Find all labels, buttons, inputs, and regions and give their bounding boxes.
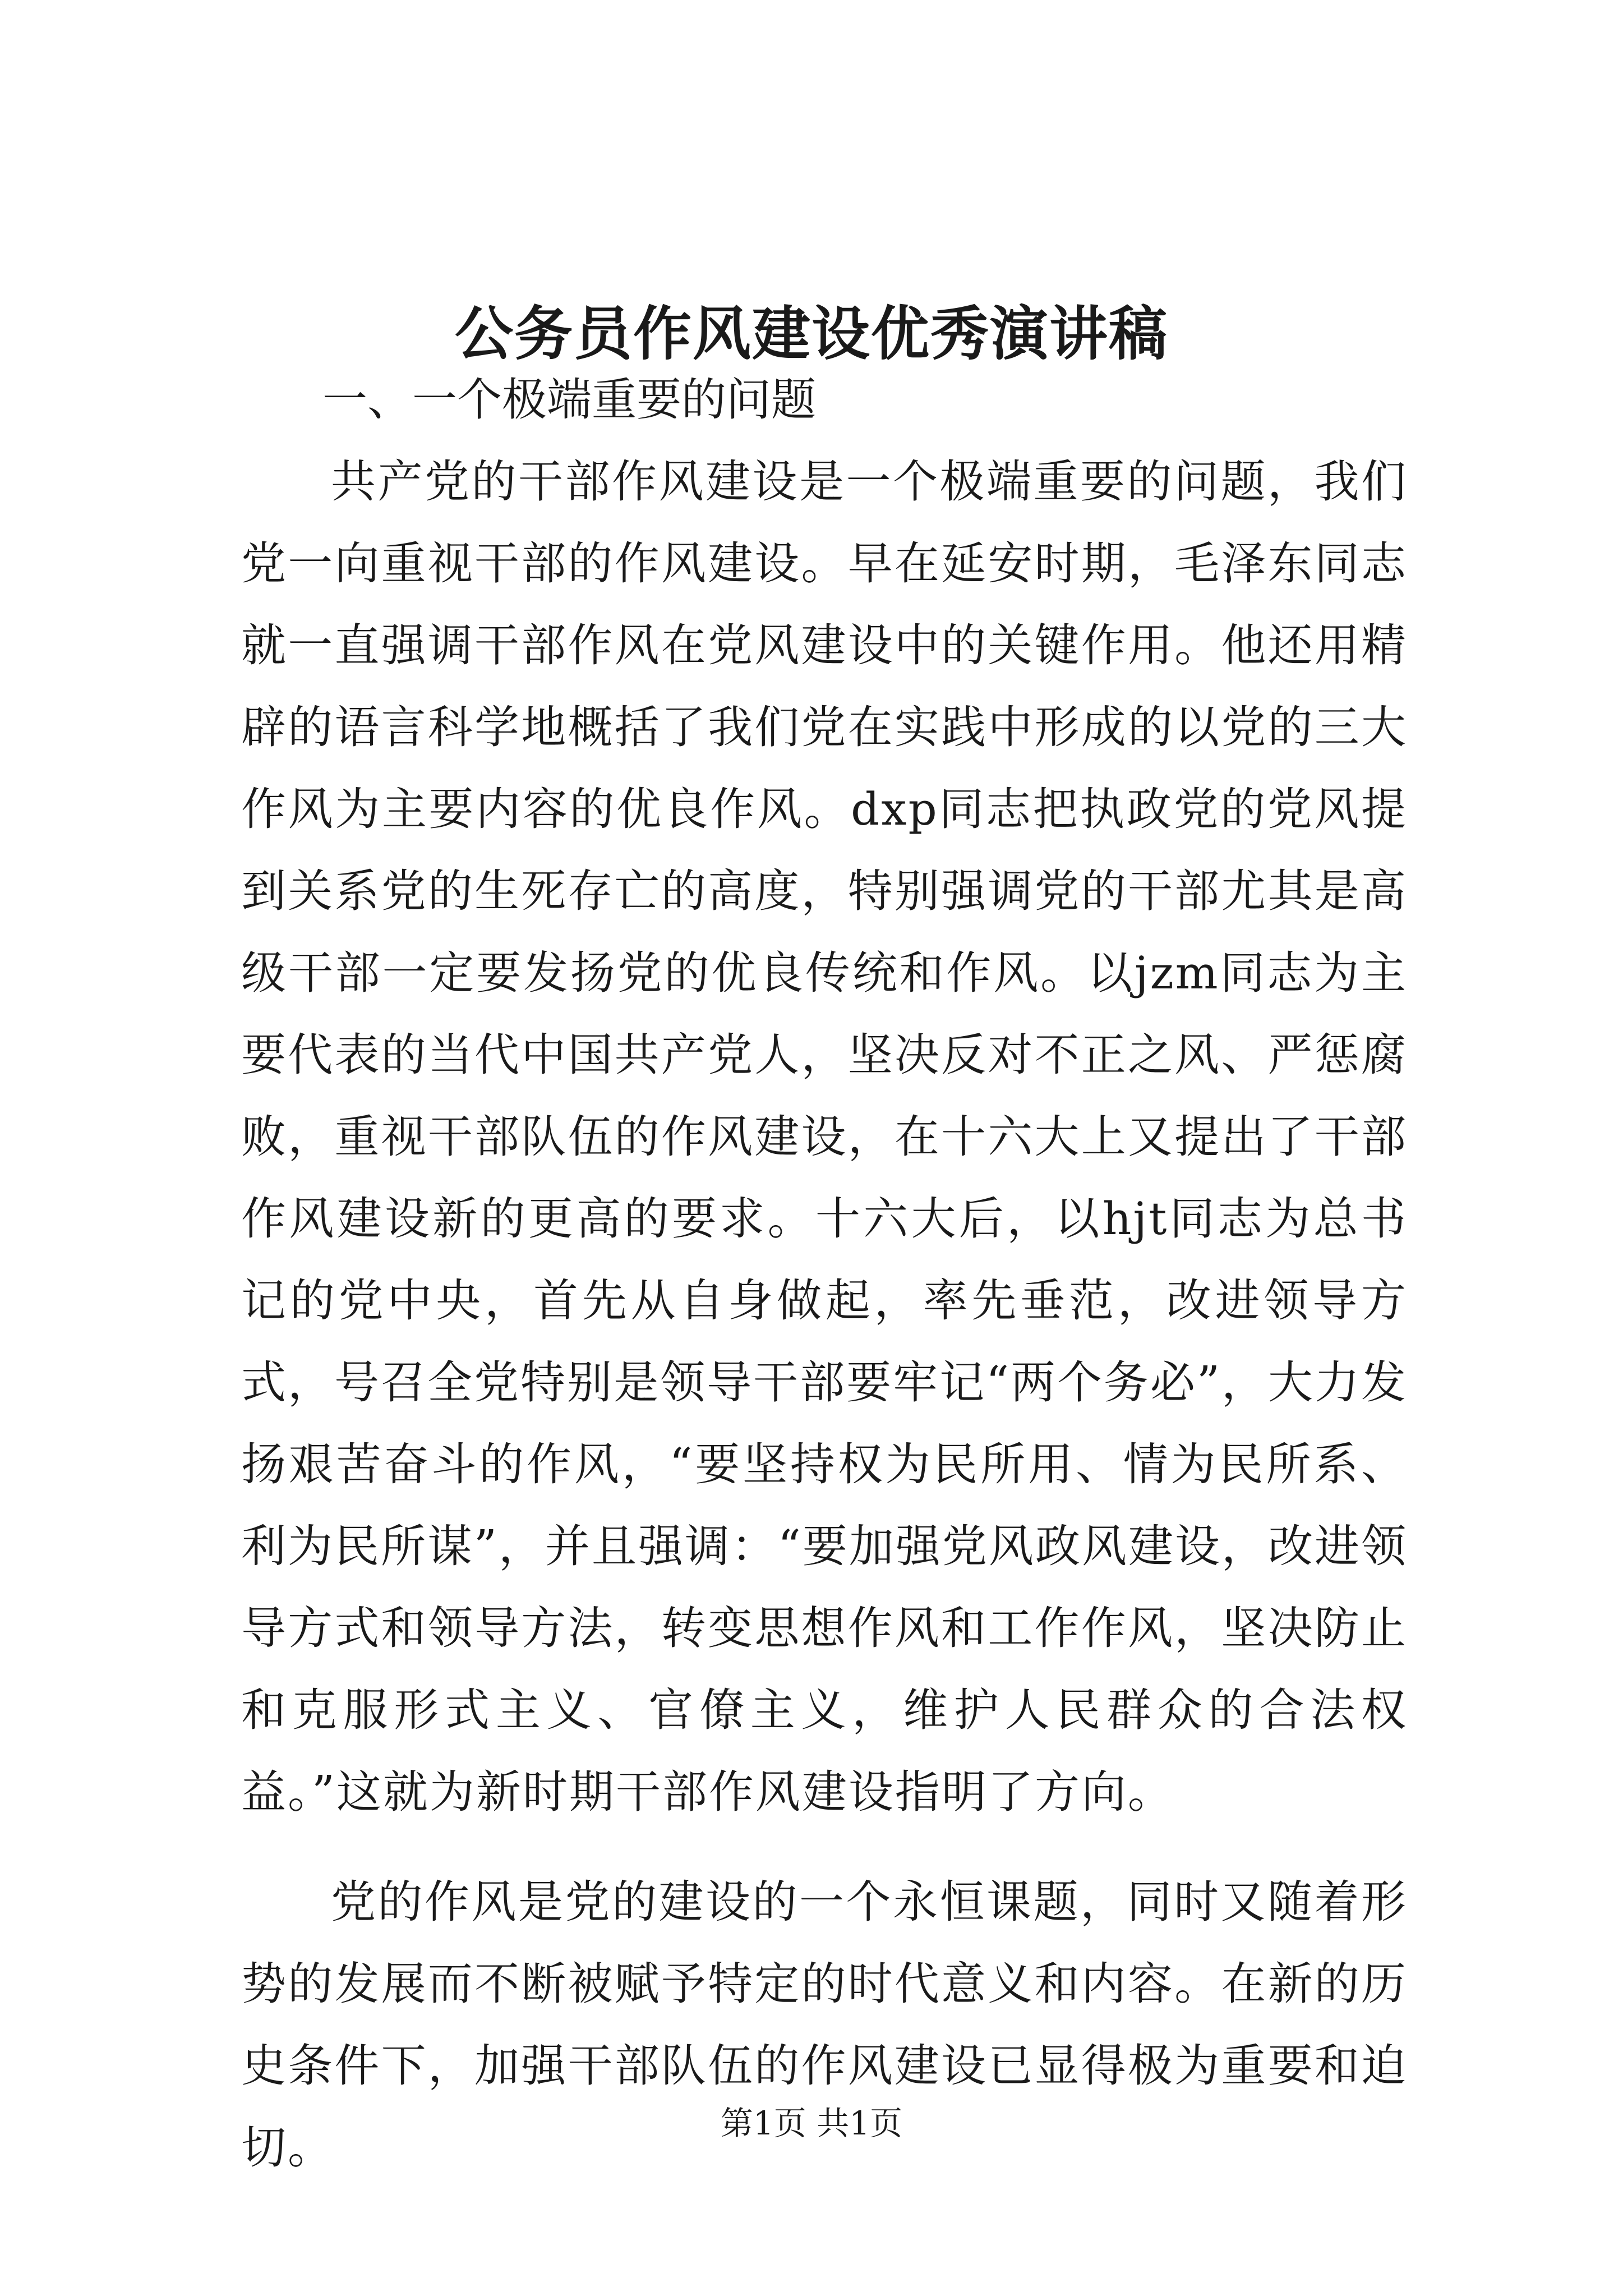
document-body (241, 359, 1408, 2189)
page-footer: 第1页 共1页 (720, 2104, 903, 2142)
document-title: 公务员作风建设优秀演讲稿 (454, 299, 1168, 368)
section-heading: 一、一个极端重要的问题 (322, 374, 816, 426)
paragraph-2: 党的作风是党的建设的一个永恒课题，同时又随着形势的发展而不断被赋予特定的时代意义和内容。在新的历史条件下，加强干部队伍的作风建设已显得极为重要和迫切。 (241, 1876, 1408, 2174)
paragraph-1: 共产党的干部作风建设是一个极端重要的问题，我们党一向重视干部的作风建设。早在延安时期，毛泽东同志就一直强调干部作风在党风建设中的关键作用。他还用精辟的语言科学地概括了我们党在实践中形成的以党的三大作风为主要内容的优良作风。dxp同志把执政党的党风提到关系党的生死存亡的高度，特别强调党的干部尤其是高级干部一定要发扬党的优良传统和作风。以jzm同志为主要代表的当代中国共产党人，坚决反对不正之风、严惩腐败，重视干部队伍的作风建设，在十六大上又提出了干部作风建设新的更高的要求。十六大后，以hjt同志为总书记的党中央，首先从自身做起，率先垂范，改进领导方式，号召全党特别是领导干部要牢记“两个务必”，大力发扬艰苦奋斗的作风，“要坚持权为民所用、情为民所系、利为民所谋”，并且强调：“要加强党风政风建设，改进领导方式和领导方法，转变思想作风和工作作风，坚决防止和克服形式主义、官僚主义，维护人民群众的合法权益。”这就为新时期干部作风建设指明了方向。 (241, 455, 1408, 1818)
